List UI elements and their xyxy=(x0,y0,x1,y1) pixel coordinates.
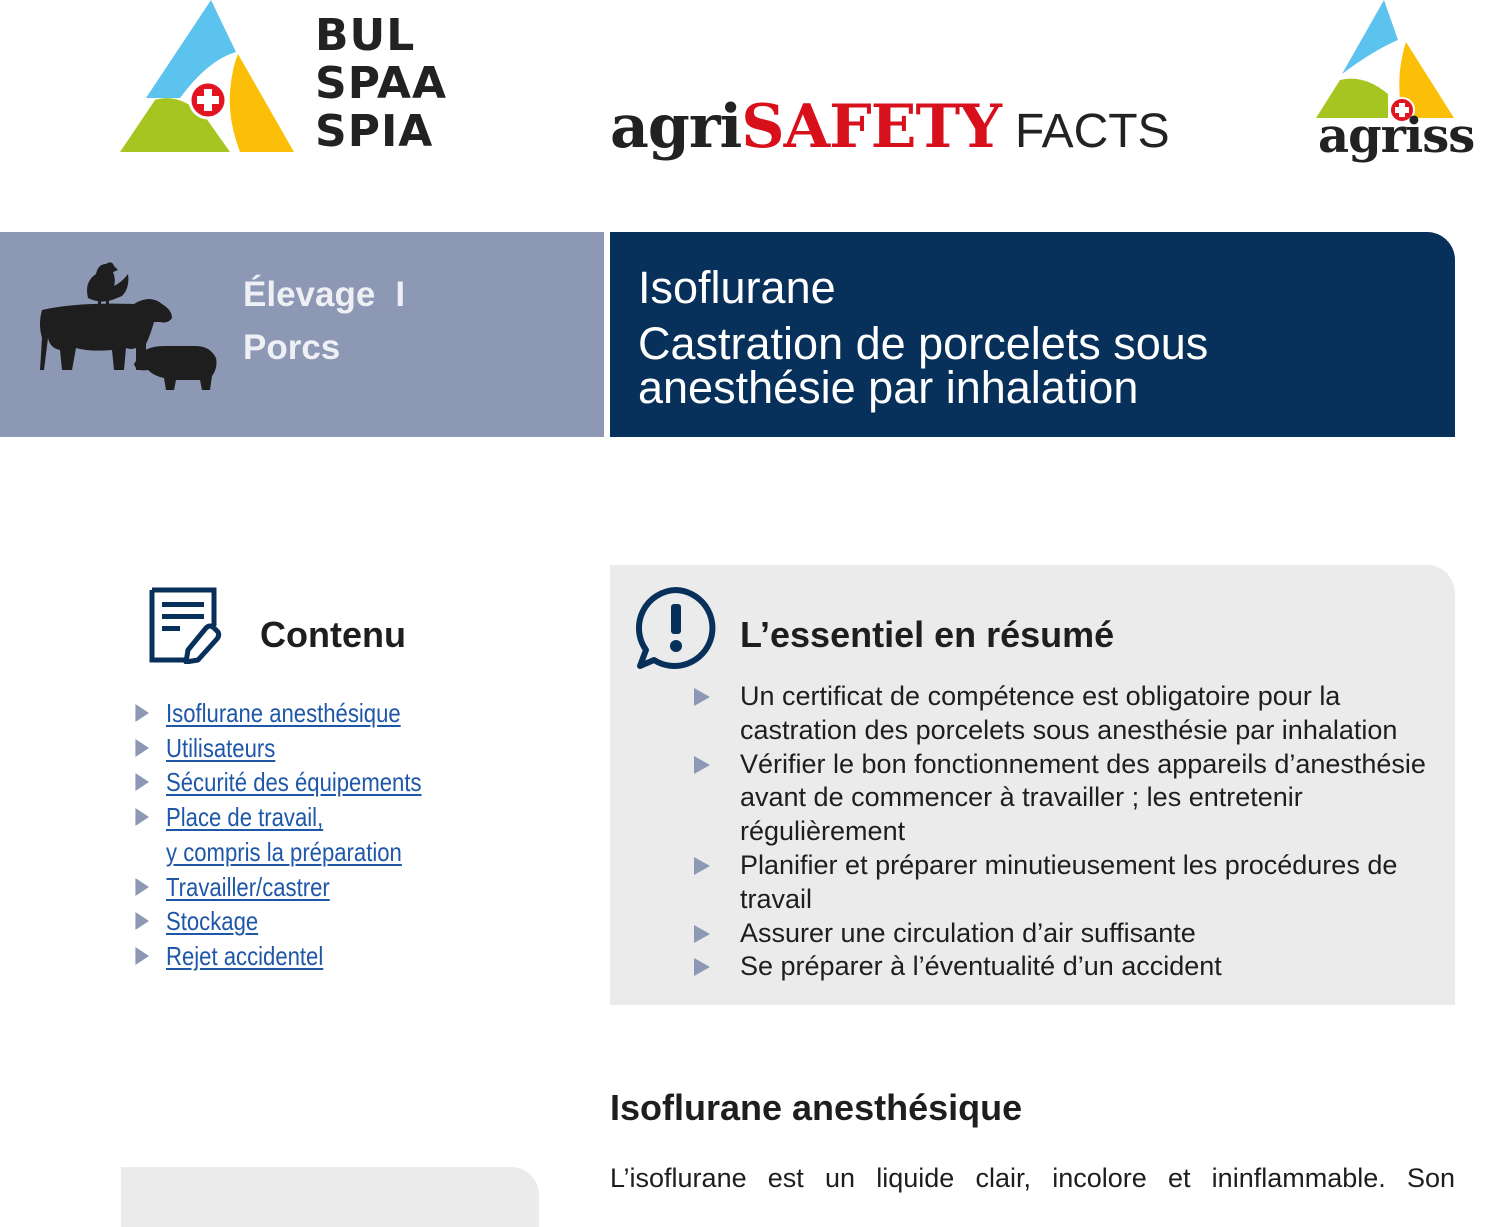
summary-point xyxy=(692,680,1452,748)
section-heading: Isoflurane anesthésique xyxy=(610,1087,1023,1128)
toc-link-securite-equipements[interactable]: Sécurité des équipements xyxy=(166,767,422,798)
spaa-line: SPAA xyxy=(315,58,448,109)
toc-item xyxy=(132,765,523,800)
summary-point xyxy=(692,748,1452,849)
toc-link-utilisateurs[interactable]: Utilisateurs xyxy=(166,732,276,763)
agrisafety-facts-brand xyxy=(610,92,1170,162)
bullet-triangle-icon xyxy=(135,878,149,896)
summary-point-text: Planifier et préparer minutieusement les procédures de travail xyxy=(740,849,1398,914)
bullet-triangle-icon xyxy=(135,947,149,965)
bullet-triangle-icon xyxy=(694,958,710,976)
toc-link-isoflurane-anesthesique[interactable]: Isoflurane anesthésique xyxy=(166,698,401,728)
bullet-triangle-icon xyxy=(694,857,710,875)
bullet-triangle-icon xyxy=(135,808,149,826)
bullet-triangle-icon xyxy=(135,704,149,722)
category-label xyxy=(243,268,405,374)
toc-link-place-de-travail[interactable]: Place de travail, xyxy=(166,802,324,833)
summary-point xyxy=(692,849,1452,917)
summary-heading: L’essentiel en résumé xyxy=(740,614,1115,655)
category-porcs: Porcs xyxy=(243,328,341,367)
toc-item-continuation xyxy=(132,835,523,870)
document-edit-icon xyxy=(144,586,224,664)
page-title: Isoflurane xyxy=(638,262,836,313)
toc-item xyxy=(132,904,523,939)
brand-agri: agri xyxy=(610,92,742,162)
bullet-triangle-icon xyxy=(694,688,710,706)
summary-point-text: Un certificat de compétence est obligatoire pour la castration des porcelets sous anesthésie par inhalation xyxy=(740,681,1398,745)
toc-item xyxy=(132,800,523,835)
summary-point-text: Assurer une circulation d’air suffisante xyxy=(740,917,1196,948)
bullet-triangle-icon xyxy=(135,739,149,757)
section-paragraph: L’isoflurane est un liquide clair, incolore et ininflammable. Son xyxy=(610,1163,1455,1193)
category-separator: I xyxy=(395,275,406,314)
summary-point xyxy=(692,917,1452,951)
bullet-triangle-icon xyxy=(135,912,149,930)
toc-link-travailler-castrer[interactable]: Travailler/castrer xyxy=(166,871,330,902)
toc-link-rejet-accidentel[interactable]: Rejet accidentel xyxy=(166,940,324,971)
summary-point xyxy=(692,950,1452,984)
summary-point-text: Se préparer à l’éventualité d’un accident xyxy=(740,951,1222,982)
toc-link-place-de-travail-cont[interactable]: y compris la préparation xyxy=(166,836,402,867)
toc-link-stockage[interactable]: Stockage xyxy=(166,906,259,937)
toc-item xyxy=(132,870,523,905)
table-of-contents xyxy=(132,696,592,974)
exclamation-speech-bubble-icon xyxy=(634,586,718,670)
brand-safety: SAFETY xyxy=(741,92,1001,162)
page-subtitle: Castration de porcelets sous anesthésie par inhalation xyxy=(638,318,1209,413)
contenu-heading: Contenu xyxy=(260,614,406,655)
spia-line: SPIA xyxy=(315,106,434,157)
bullet-triangle-icon xyxy=(135,773,149,791)
toc-item xyxy=(132,731,523,766)
summary-point-text: Vérifier le bon fonctionnement des appareils d’anesthésie avant de commencer à travailler ; les entretenir régulièrement xyxy=(740,748,1426,847)
brand-facts: FACTS xyxy=(1014,105,1170,158)
agriss-wordmark: agriss xyxy=(1318,108,1475,164)
agriss-logo-mark xyxy=(1312,0,1457,125)
livestock-icon xyxy=(36,252,221,394)
bul-spaa-spia-wordmark xyxy=(315,12,447,156)
bullet-triangle-icon xyxy=(694,925,710,943)
sidebar-panel xyxy=(121,1167,539,1227)
summary-points xyxy=(692,680,1452,984)
category-elevage: Élevage xyxy=(243,275,376,314)
toc-item xyxy=(132,939,523,974)
bullet-triangle-icon xyxy=(694,756,710,774)
toc-item xyxy=(132,696,523,731)
bul-line: BUL xyxy=(315,10,416,61)
bul-spaa-spia-logo-mark xyxy=(118,0,298,158)
